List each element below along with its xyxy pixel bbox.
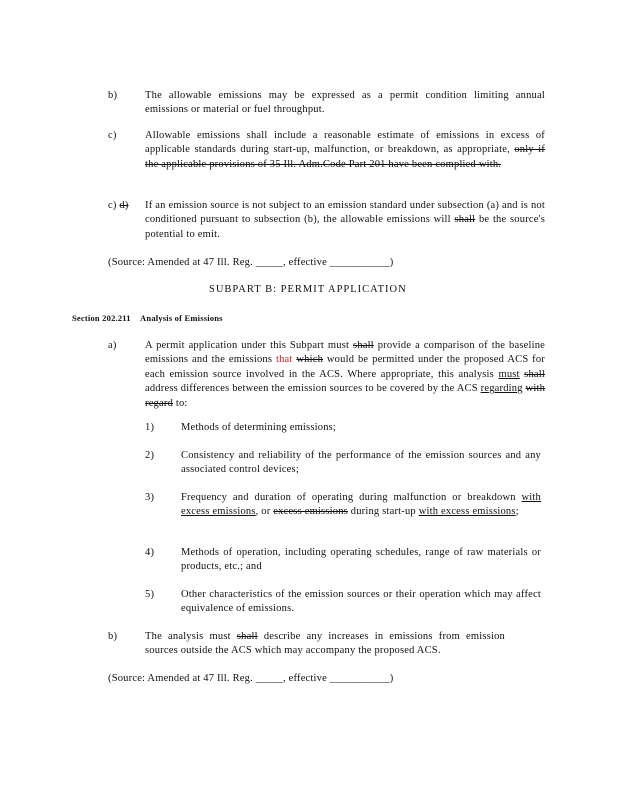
para-d-text1: If an emission source is not subject to an emission standard under subsection (a) and is not conditioned pursuant to subsection (b), the allowable emissions will (145, 200, 545, 226)
sub-item-3-mid2: during start-up (350, 506, 416, 518)
item-a-s1: shall (352, 340, 374, 351)
sub-item-3-u2: with excess emissions (418, 506, 516, 518)
item-a-label: a) (108, 340, 117, 351)
item-a-inserted: that (275, 354, 293, 366)
sub-item-3-mid: , or (255, 506, 271, 518)
para-c-struck: only if the applicable provisions of 35 Ill. Adm.Code Part 201 have been complied with. (145, 144, 546, 170)
item-a-text (145, 339, 545, 411)
sub-item-label: 5) (145, 589, 155, 600)
para-c-label: c) (108, 130, 117, 141)
item-b-label: b) (108, 631, 118, 642)
para-d-label-old: d) (119, 200, 129, 211)
sub-item-label: 2) (145, 450, 155, 461)
para-d-text (145, 199, 545, 242)
sub-item-label: 4) (145, 547, 155, 558)
sub-item-label: 3) (145, 492, 155, 503)
item-a-t5: to: (175, 397, 188, 409)
section-number: Section 202.211 (72, 313, 131, 323)
item-a-s2: which (296, 354, 324, 366)
item-b-struck: shall (236, 631, 258, 642)
item-a-s4: with regard (145, 383, 546, 409)
para-d-label (108, 199, 129, 213)
section-heading (72, 311, 223, 325)
sub-item-3-end: ; (515, 506, 519, 518)
section-title: Analysis of Emissions (140, 313, 223, 323)
sub-item-text: Methods of determining emissions; (181, 422, 337, 433)
item-a-t1: A permit application under this Subpart must (145, 340, 350, 351)
item-b-t1: The analysis must (145, 631, 231, 642)
item-a-t4: address differences between the emission sources to be covered by the ACS (145, 383, 478, 395)
sub-item-3-text: Frequency and duration of operating during malfunction or breakdown (181, 492, 516, 503)
item-a-t3: would be permitted under the proposed ACS for each emission source involved in the ACS. Where appropriate, this analysis (145, 354, 546, 380)
sub-item-3-u1: with excess emissions (181, 492, 541, 518)
sub-item-3-struck: excess emissions (273, 506, 348, 518)
para-b-label: b) (108, 90, 118, 101)
sub-item-text: Consistency and reliability of the performance of the emission sources and any associated control devices; (181, 450, 541, 476)
para-c-text (145, 129, 545, 172)
sub-item-text: Methods of operation, including operating schedules, range of raw materials or products, etc.; and (181, 547, 541, 573)
item-b-t2: describe any increases in emissions from emission sources outside the ACS which may accompany the proposed ACS. (145, 631, 505, 657)
para-d-struck: shall (454, 214, 476, 226)
para-d-text2: be the source's potential to emit. (145, 214, 546, 240)
subpart-title: SUBPART B: PERMIT APPLICATION (209, 284, 407, 295)
sub-item-label: 1) (145, 422, 155, 433)
item-a-t2: provide a comparison of the baseline emissions and the emissions (145, 340, 546, 366)
item-b-text (145, 630, 505, 659)
para-d-label-new: c) (108, 200, 117, 211)
item-a-u2: regarding (480, 383, 523, 395)
source-note-1: (Source: Amended at 47 Ill. Reg. _____, effective ___________) (108, 257, 394, 268)
para-b-text: The allowable emissions may be expressed as a permit condition limiting annual emissions or material or fuel throughput. (145, 90, 545, 116)
source-note-2: (Source: Amended at 47 Ill. Reg. _____, effective ___________) (108, 673, 394, 684)
sub-item-text: Other characteristics of the emission sources or their operation which may affect equivalence of emissions. (181, 589, 541, 615)
sub-item-text (181, 491, 541, 520)
para-c-main: Allowable emissions shall include a reasonable estimate of emissions in excess of applicable standards during start-up, malfunction, or breakdown, as appropriate, (145, 130, 545, 156)
item-a-s3: shall (524, 368, 546, 380)
item-a-u1: must (498, 368, 520, 380)
